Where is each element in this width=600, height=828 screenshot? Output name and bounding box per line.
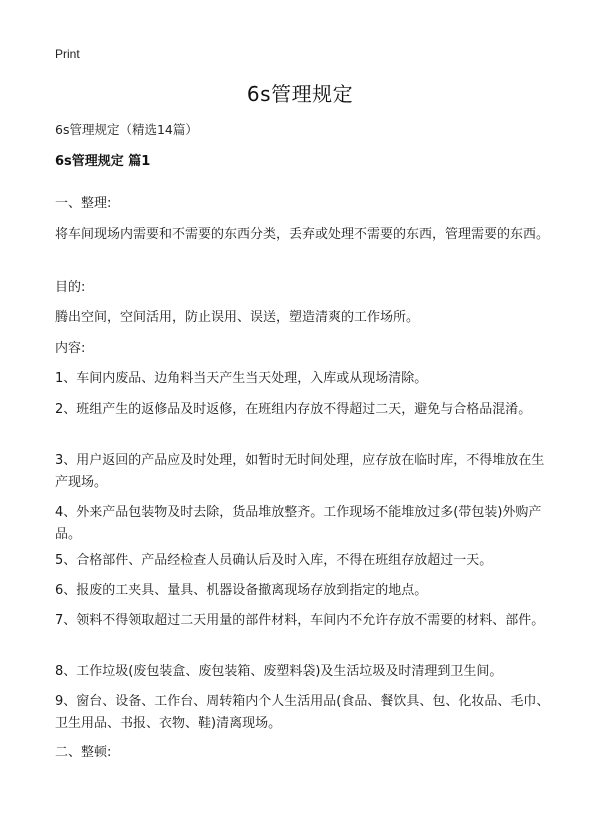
print-label: Print bbox=[55, 47, 80, 61]
document-subtitle: 6s管理规定（精选14篇） bbox=[55, 122, 198, 137]
paragraph: 将车间现场内需要和不需要的东西分类，丢弃或处理不需要的东西，管理需要的东西。 bbox=[55, 227, 550, 242]
paragraph: 腾出空间，空间活用，防止误用、误送，塑造清爽的工作场所。 bbox=[55, 310, 420, 325]
list-item: 4、外来产品包装物及时去除，货品堆放整齐。工作现场不能堆放过多(带包装)外购产品。 bbox=[55, 505, 542, 542]
paragraph-label-content: 内容: bbox=[55, 341, 86, 356]
list-item: 3、用户返回的产品应及时处理，如暂时无时间处理，应存放在临时库，不得堆放在生产现场。 bbox=[55, 453, 545, 490]
list-item: 7、领料不得领取超过二天用量的部件材料，车间内不允许存放不需要的材料、部件。 bbox=[55, 613, 545, 628]
list-item: 1、车间内废品、边角料当天产生当天处理，入库或从现场清除。 bbox=[55, 371, 428, 386]
list-item: 2、班组产生的返修品及时返修，在班组内存放不得超过二天，避免与合格品混淆。 bbox=[55, 402, 532, 417]
paragraph-heading-order: 二、整顿: bbox=[55, 745, 112, 760]
paragraph-label-purpose: 目的: bbox=[55, 280, 86, 295]
page-title: 6s管理规定 bbox=[246, 82, 354, 106]
section-heading: 6s管理规定 篇1 bbox=[55, 154, 151, 169]
list-item: 8、工作垃圾(废包装盒、废包装箱、废塑料袋)及生活垃圾及时清理到卫生间。 bbox=[55, 664, 503, 679]
paragraph-heading-tidy: 一、整理: bbox=[55, 196, 112, 211]
list-item: 5、合格部件、产品经检查人员确认后及时入库，不得在班组存放超过一天。 bbox=[55, 553, 493, 568]
list-item: 6、报废的工夹具、量具、机器设备撤离现场存放到指定的地点。 bbox=[55, 583, 428, 598]
list-item: 9、窗台、设备、工作台、周转箱内个人生活用品(食品、餐饮具、包、化妆品、毛巾、卫生用品、书报、衣物、鞋)清离现场。 bbox=[55, 694, 550, 731]
